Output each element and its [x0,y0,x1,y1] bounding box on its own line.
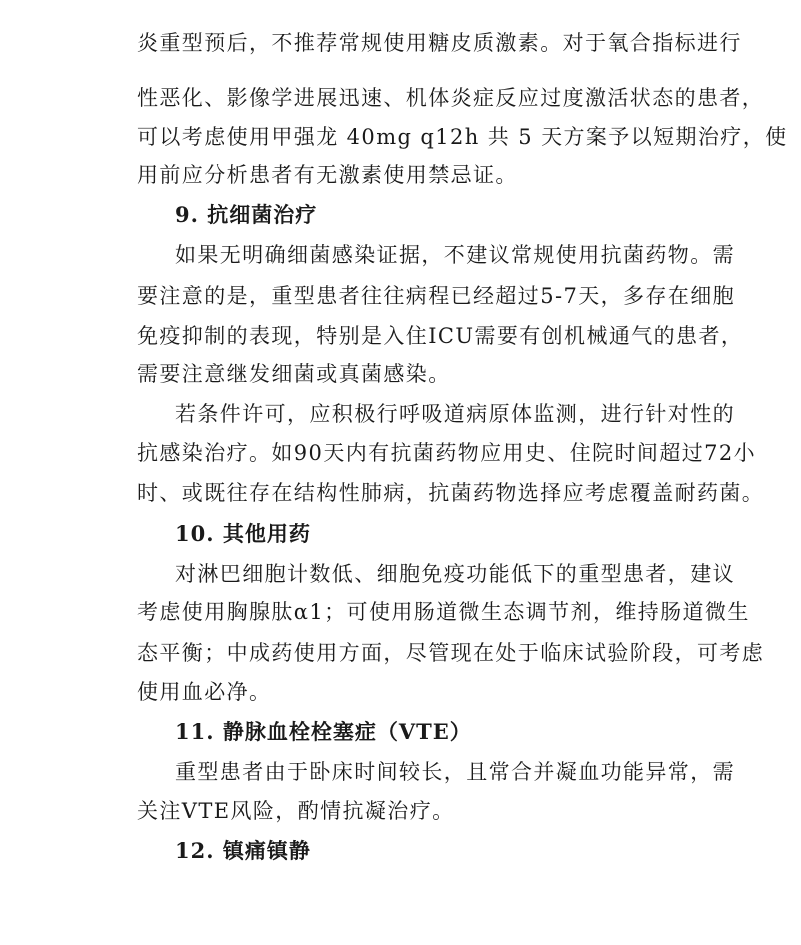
text-line: 对淋巴细胞计数低、细胞免疫功能低下的重型患者，建议 [175,562,735,586]
text-line: 免疫抑制的表现，特别是入住ICU需要有创机械通气的患者， [137,324,744,348]
section-heading-antibacterial: 9. 抗细菌治疗 [175,202,318,227]
text-line: 要注意的是，重型患者往往病程已经超过5-7天，多存在细胞 [137,284,736,308]
text-line: 关注VTE风险，酌情抗凝治疗。 [137,799,455,823]
text-line: 考虑使用胸腺肽α1；可使用肠道微生态调节剂，维持肠道微生 [137,600,750,624]
text-line: 炎重型预后，不推荐常规使用糖皮质激素。对于氧合指标进行 [137,31,742,55]
text-line: 可以考虑使用甲强龙 40mg q12h 共 5 天方案予以短期治疗，使 [137,125,788,149]
text-line: 用前应分析患者有无激素使用禁忌证。 [137,163,518,187]
section-heading-other-drugs: 10. 其他用药 [175,521,311,546]
text-line: 使用血必净。 [137,680,272,704]
text-line: 重型患者由于卧床时间较长，且常合并凝血功能异常，需 [175,760,735,784]
text-line: 如果无明确细菌感染证据，不建议常规使用抗菌药物。需 [175,243,735,267]
text-line: 性恶化、影像学进展迅速、机体炎症反应过度激活状态的患者， [137,86,765,110]
section-heading-analgesia-sedation: 12. 镇痛镇静 [175,838,311,863]
text-line: 需要注意继发细菌或真菌感染。 [137,362,451,386]
text-line: 抗感染治疗。如90天内有抗菌药物应用史、住院时间超过72小 [137,441,757,465]
text-line: 若条件许可，应积极行呼吸道病原体监测，进行针对性的 [175,402,735,426]
text-line: 时、或既往存在结构性肺病，抗菌药物选择应考虑覆盖耐药菌。 [137,481,765,505]
text-line: 态平衡；中成药使用方面，尽管现在处于临床试验阶段，可考虑 [137,641,765,665]
section-heading-vte: 11. 静脉血栓栓塞症（VTE） [175,719,472,744]
